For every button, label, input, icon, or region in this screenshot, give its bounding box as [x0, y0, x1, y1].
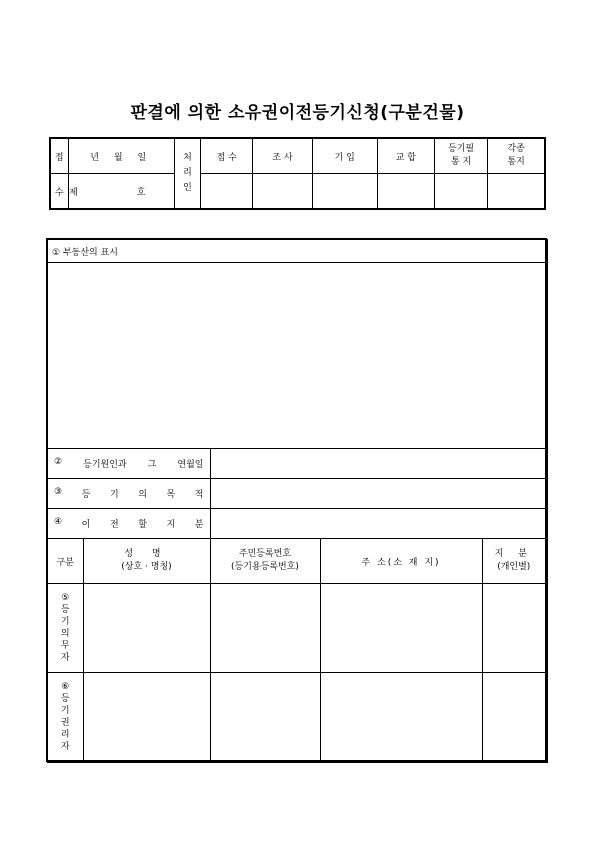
receipt-field[interactable]: [201, 174, 253, 210]
purpose-label-part: 적: [194, 490, 204, 500]
processing-label-char: 리: [183, 167, 192, 178]
property-field[interactable]: [48, 263, 545, 449]
share-field[interactable]: [210, 509, 545, 539]
share-label-part: 전: [109, 520, 119, 530]
obligor-label: ⑤ 등 기 의 무 자: [48, 584, 83, 673]
share-label: [48, 509, 210, 539]
notice-field[interactable]: [434, 174, 487, 210]
reception-table: [49, 137, 546, 210]
various-notice-field[interactable]: [488, 174, 545, 210]
entry-field[interactable]: [312, 174, 377, 210]
obligor-share-field[interactable]: [482, 584, 545, 673]
processing-label: [174, 138, 200, 209]
purpose-label-part: 목: [166, 490, 176, 500]
right-holder-name-field[interactable]: [83, 673, 210, 762]
obligor-id-field[interactable]: [210, 584, 320, 673]
purpose-label-part: 의: [138, 490, 147, 500]
page-title: 판결에 의한 소유권이전등기신청(구분건물): [130, 103, 465, 123]
col-review: 조 사: [253, 138, 312, 174]
application-form: [46, 238, 547, 762]
property-label: ① 부동산의 표시: [48, 240, 545, 263]
receipt-label: 접: [50, 138, 68, 174]
purpose-label-part: 기: [109, 490, 119, 500]
cause-label-part: 연월일: [177, 460, 204, 470]
date-label: 년 월 일: [68, 138, 174, 174]
right-holder-id-field[interactable]: [210, 673, 320, 762]
receipt-label-2: 수: [50, 174, 68, 210]
processing-label-char: 인: [183, 183, 192, 194]
id-header: 주민등록번호 (등기용등록번호): [210, 539, 320, 584]
purpose-field[interactable]: [210, 479, 545, 509]
purpose-label-part: ③: [54, 487, 63, 497]
share-header: 지 분 (개인별): [482, 539, 545, 584]
category-header: 구분: [48, 539, 83, 584]
share-label-part: 이: [81, 520, 91, 530]
obligor-name-field[interactable]: [83, 584, 210, 673]
share-label-part: ④: [54, 517, 63, 527]
name-header: 성 명 (상호 · 명칭): [83, 539, 210, 584]
right-holder-label: ⑥ 등 기 권 리 자: [48, 673, 83, 762]
right-holder-share-field[interactable]: [482, 673, 545, 762]
cause-label-part: 그: [147, 460, 157, 470]
col-various-notice: 각종 통지: [488, 138, 545, 174]
processing-label-text: [175, 151, 200, 197]
review-field[interactable]: [253, 174, 312, 210]
right-holder-address-field[interactable]: [320, 673, 482, 762]
obligor-address-field[interactable]: [320, 584, 482, 673]
cause-field[interactable]: [210, 449, 545, 479]
cause-label: [48, 449, 210, 479]
processing-label-char: 처: [183, 152, 192, 163]
number-label: 제 호: [68, 174, 174, 210]
cause-label-part: 등기원인과: [83, 460, 127, 470]
check-field[interactable]: [377, 174, 434, 210]
cause-label-part: ②: [54, 457, 63, 467]
share-label-part: 할: [138, 520, 147, 530]
purpose-label: [48, 479, 210, 509]
col-check: 교 합: [377, 138, 434, 174]
share-label-part: 지: [166, 520, 176, 530]
address-header: 주 소(소 재 지): [320, 539, 482, 584]
form-table: [48, 240, 545, 761]
col-receipt: 접 수: [201, 138, 253, 174]
col-notice: 등기필 통 지: [434, 138, 487, 174]
share-label-part: 분: [194, 520, 204, 530]
col-entry: 기 입: [312, 138, 377, 174]
purpose-label-part: 등: [81, 490, 91, 500]
